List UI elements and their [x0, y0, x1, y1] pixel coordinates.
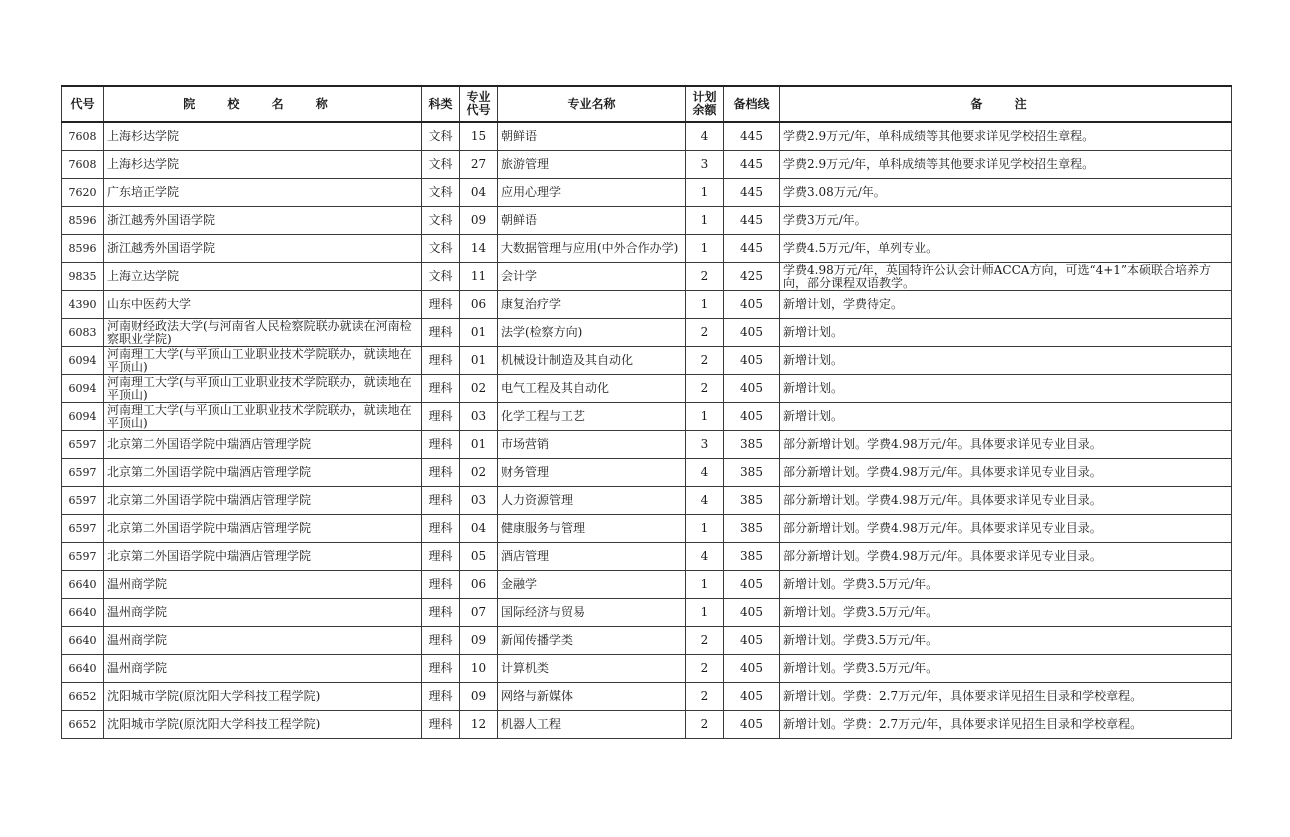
- cell-category: 理科: [422, 459, 460, 487]
- cell-major-code: 09: [460, 207, 498, 235]
- cell-notes: 部分新增计划。学费4.98万元/年。具体要求详见专业目录。: [780, 543, 1232, 571]
- table-row: [62, 263, 1232, 291]
- cell-category: 文科: [422, 235, 460, 263]
- header-major-code: 专业代号: [460, 86, 498, 122]
- cell-notes: 学费4.5万元/年，单列专业。: [780, 235, 1232, 263]
- header-cutoff: 备档线: [724, 86, 780, 122]
- cell-cutoff: 405: [724, 375, 780, 403]
- table-row: [62, 487, 1232, 515]
- cell-major-name: 机械设计制造及其自动化: [498, 347, 686, 375]
- cell-major-code: 01: [460, 431, 498, 459]
- cell-school: 河南财经政法大学(与河南省人民检察院联办就读在河南检察职业学院): [104, 319, 422, 347]
- cell-major-code: 03: [460, 403, 498, 431]
- cell-major-name: 酒店管理: [498, 543, 686, 571]
- cell-notes: 部分新增计划。学费4.98万元/年。具体要求详见专业目录。: [780, 487, 1232, 515]
- cell-major-name: 计算机类: [498, 655, 686, 683]
- header-category: 科类: [422, 86, 460, 122]
- cell-major-code: 06: [460, 571, 498, 599]
- cell-remaining: 2: [686, 375, 724, 403]
- cell-school: 上海杉达学院: [104, 122, 422, 151]
- cell-major-name: 人力资源管理: [498, 487, 686, 515]
- cell-code: 6094: [62, 403, 104, 431]
- cell-major-code: 15: [460, 122, 498, 151]
- cell-remaining: 3: [686, 431, 724, 459]
- cell-school: 沈阳城市学院(原沈阳大学科技工程学院): [104, 683, 422, 711]
- cell-cutoff: 405: [724, 711, 780, 739]
- cell-code: 4390: [62, 291, 104, 319]
- cell-code: 6640: [62, 627, 104, 655]
- table-row: [62, 431, 1232, 459]
- cell-major-code: 27: [460, 151, 498, 179]
- header-code: 代号: [62, 86, 104, 122]
- cell-school: 沈阳城市学院(原沈阳大学科技工程学院): [104, 711, 422, 739]
- cell-category: 理科: [422, 571, 460, 599]
- cell-notes: 新增计划。: [780, 347, 1232, 375]
- cell-notes: 学费2.9万元/年，单科成绩等其他要求详见学校招生章程。: [780, 122, 1232, 151]
- cell-major-code: 11: [460, 263, 498, 291]
- cell-major-name: 法学(检察方向): [498, 319, 686, 347]
- cell-school: 上海杉达学院: [104, 151, 422, 179]
- cell-major-code: 09: [460, 683, 498, 711]
- cell-notes: 部分新增计划。学费4.98万元/年。具体要求详见专业目录。: [780, 459, 1232, 487]
- header-remaining: 计划余额: [686, 86, 724, 122]
- cell-school: 温州商学院: [104, 655, 422, 683]
- cell-category: 理科: [422, 319, 460, 347]
- cell-category: 理科: [422, 543, 460, 571]
- cell-code: 6652: [62, 711, 104, 739]
- cell-school: 北京第二外国语学院中瑞酒店管理学院: [104, 515, 422, 543]
- cell-remaining: 1: [686, 403, 724, 431]
- cell-notes: 学费3.08万元/年。: [780, 179, 1232, 207]
- cell-school: 温州商学院: [104, 571, 422, 599]
- cell-cutoff: 445: [724, 179, 780, 207]
- cell-cutoff: 385: [724, 543, 780, 571]
- cell-remaining: 4: [686, 543, 724, 571]
- cell-remaining: 1: [686, 207, 724, 235]
- cell-major-name: 新闻传播学类: [498, 627, 686, 655]
- header-major-name: 专业名称: [498, 86, 686, 122]
- cell-cutoff: 445: [724, 122, 780, 151]
- cell-remaining: 1: [686, 179, 724, 207]
- cell-major-name: 电气工程及其自动化: [498, 375, 686, 403]
- cell-major-name: 网络与新媒体: [498, 683, 686, 711]
- cell-category: 理科: [422, 683, 460, 711]
- table-row: [62, 319, 1232, 347]
- cell-school: 温州商学院: [104, 627, 422, 655]
- cell-category: 理科: [422, 375, 460, 403]
- cell-category: 文科: [422, 207, 460, 235]
- cell-major-code: 12: [460, 711, 498, 739]
- cell-code: 8596: [62, 207, 104, 235]
- cell-cutoff: 445: [724, 207, 780, 235]
- table-row: [62, 179, 1232, 207]
- cell-cutoff: 405: [724, 599, 780, 627]
- cell-school: 河南理工大学(与平顶山工业职业技术学院联办，就读地在平顶山): [104, 403, 422, 431]
- cell-category: 理科: [422, 515, 460, 543]
- cell-school: 浙江越秀外国语学院: [104, 235, 422, 263]
- table-row: [62, 151, 1232, 179]
- cell-remaining: 1: [686, 599, 724, 627]
- cell-notes: 新增计划。学费3.5万元/年。: [780, 655, 1232, 683]
- cell-notes: 学费3万元/年。: [780, 207, 1232, 235]
- cell-remaining: 2: [686, 683, 724, 711]
- table-header: [62, 86, 1232, 122]
- table-row: [62, 291, 1232, 319]
- cell-remaining: 4: [686, 122, 724, 151]
- cell-school: 北京第二外国语学院中瑞酒店管理学院: [104, 431, 422, 459]
- cell-school: 河南理工大学(与平顶山工业职业技术学院联办，就读地在平顶山): [104, 375, 422, 403]
- header-school: 院 校 名 称: [104, 86, 422, 122]
- cell-major-name: 国际经济与贸易: [498, 599, 686, 627]
- cell-remaining: 2: [686, 627, 724, 655]
- cell-school: 山东中医药大学: [104, 291, 422, 319]
- cell-code: 6094: [62, 375, 104, 403]
- cell-category: 文科: [422, 122, 460, 151]
- header-row: [62, 86, 1232, 122]
- cell-category: 理科: [422, 347, 460, 375]
- cell-remaining: 4: [686, 459, 724, 487]
- cell-major-name: 旅游管理: [498, 151, 686, 179]
- cell-notes: 新增计划。学费3.5万元/年。: [780, 627, 1232, 655]
- cell-remaining: 2: [686, 263, 724, 291]
- cell-major-code: 01: [460, 319, 498, 347]
- cell-cutoff: 385: [724, 487, 780, 515]
- cell-notes: 新增计划，学费待定。: [780, 291, 1232, 319]
- cell-category: 理科: [422, 291, 460, 319]
- admissions-table: [61, 85, 1232, 739]
- cell-remaining: 2: [686, 655, 724, 683]
- cell-code: 6640: [62, 571, 104, 599]
- cell-major-name: 机器人工程: [498, 711, 686, 739]
- table-row: [62, 207, 1232, 235]
- cell-category: 理科: [422, 487, 460, 515]
- cell-notes: 部分新增计划。学费4.98万元/年。具体要求详见专业目录。: [780, 431, 1232, 459]
- table-row: [62, 627, 1232, 655]
- cell-remaining: 1: [686, 291, 724, 319]
- cell-category: 理科: [422, 599, 460, 627]
- table-row: [62, 122, 1232, 151]
- cell-cutoff: 405: [724, 403, 780, 431]
- cell-major-code: 06: [460, 291, 498, 319]
- cell-major-code: 14: [460, 235, 498, 263]
- cell-cutoff: 445: [724, 151, 780, 179]
- cell-code: 6083: [62, 319, 104, 347]
- cell-remaining: 3: [686, 151, 724, 179]
- cell-notes: 新增计划。学费：2.7万元/年，具体要求详见招生目录和学校章程。: [780, 711, 1232, 739]
- cell-major-code: 03: [460, 487, 498, 515]
- cell-notes: 部分新增计划。学费4.98万元/年。具体要求详见专业目录。: [780, 515, 1232, 543]
- cell-cutoff: 385: [724, 431, 780, 459]
- cell-cutoff: 405: [724, 291, 780, 319]
- cell-major-name: 金融学: [498, 571, 686, 599]
- cell-remaining: 2: [686, 711, 724, 739]
- cell-remaining: 1: [686, 515, 724, 543]
- cell-major-code: 02: [460, 459, 498, 487]
- cell-major-code: 10: [460, 655, 498, 683]
- cell-major-name: 大数据管理与应用(中外合作办学): [498, 235, 686, 263]
- cell-cutoff: 425: [724, 263, 780, 291]
- cell-major-code: 04: [460, 515, 498, 543]
- cell-code: 6597: [62, 515, 104, 543]
- table-body: [62, 122, 1232, 739]
- cell-major-name: 应用心理学: [498, 179, 686, 207]
- table-row: [62, 683, 1232, 711]
- cell-major-name: 朝鲜语: [498, 207, 686, 235]
- cell-school: 北京第二外国语学院中瑞酒店管理学院: [104, 459, 422, 487]
- cell-school: 河南理工大学(与平顶山工业职业技术学院联办，就读地在平顶山): [104, 347, 422, 375]
- cell-cutoff: 385: [724, 459, 780, 487]
- cell-notes: 学费2.9万元/年，单科成绩等其他要求详见学校招生章程。: [780, 151, 1232, 179]
- table-row: [62, 235, 1232, 263]
- cell-code: 9835: [62, 263, 104, 291]
- cell-cutoff: 405: [724, 683, 780, 711]
- cell-major-name: 会计学: [498, 263, 686, 291]
- cell-school: 上海立达学院: [104, 263, 422, 291]
- table-row: [62, 403, 1232, 431]
- cell-code: 7608: [62, 151, 104, 179]
- cell-category: 文科: [422, 151, 460, 179]
- cell-major-name: 财务管理: [498, 459, 686, 487]
- cell-school: 北京第二外国语学院中瑞酒店管理学院: [104, 487, 422, 515]
- cell-cutoff: 405: [724, 627, 780, 655]
- cell-cutoff: 405: [724, 655, 780, 683]
- cell-cutoff: 445: [724, 235, 780, 263]
- cell-category: 理科: [422, 627, 460, 655]
- cell-code: 7608: [62, 122, 104, 151]
- cell-cutoff: 405: [724, 571, 780, 599]
- cell-notes: 新增计划。学费3.5万元/年。: [780, 599, 1232, 627]
- cell-code: 7620: [62, 179, 104, 207]
- table-row: [62, 599, 1232, 627]
- cell-major-code: 01: [460, 347, 498, 375]
- table-row: [62, 515, 1232, 543]
- header-notes: 备 注: [780, 86, 1232, 122]
- cell-code: 6652: [62, 683, 104, 711]
- cell-code: 8596: [62, 235, 104, 263]
- cell-category: 理科: [422, 655, 460, 683]
- cell-notes: 新增计划。: [780, 403, 1232, 431]
- cell-cutoff: 405: [724, 319, 780, 347]
- cell-code: 6597: [62, 487, 104, 515]
- cell-school: 温州商学院: [104, 599, 422, 627]
- cell-category: 文科: [422, 179, 460, 207]
- cell-remaining: 4: [686, 487, 724, 515]
- table-row: [62, 459, 1232, 487]
- cell-category: 文科: [422, 263, 460, 291]
- cell-code: 6094: [62, 347, 104, 375]
- cell-code: 6597: [62, 459, 104, 487]
- table-row: [62, 711, 1232, 739]
- cell-remaining: 1: [686, 571, 724, 599]
- table-row: [62, 571, 1232, 599]
- cell-major-name: 市场营销: [498, 431, 686, 459]
- cell-school: 北京第二外国语学院中瑞酒店管理学院: [104, 543, 422, 571]
- cell-cutoff: 385: [724, 515, 780, 543]
- cell-category: 理科: [422, 431, 460, 459]
- cell-notes: 新增计划。: [780, 319, 1232, 347]
- cell-major-code: 04: [460, 179, 498, 207]
- cell-remaining: 2: [686, 347, 724, 375]
- cell-code: 6640: [62, 655, 104, 683]
- cell-major-code: 02: [460, 375, 498, 403]
- cell-major-name: 健康服务与管理: [498, 515, 686, 543]
- cell-category: 理科: [422, 711, 460, 739]
- table-row: [62, 543, 1232, 571]
- cell-category: 理科: [422, 403, 460, 431]
- cell-notes: 新增计划。: [780, 375, 1232, 403]
- cell-major-name: 朝鲜语: [498, 122, 686, 151]
- cell-code: 6597: [62, 431, 104, 459]
- cell-notes: 学费4.98万元/年，英国特许公认会计师ACCA方向，可选“4+1”本硕联合培养方向，部分课程双语教学。: [780, 263, 1232, 291]
- cell-major-code: 05: [460, 543, 498, 571]
- cell-major-code: 07: [460, 599, 498, 627]
- cell-remaining: 1: [686, 235, 724, 263]
- cell-code: 6640: [62, 599, 104, 627]
- cell-notes: 新增计划。学费：2.7万元/年，具体要求详见招生目录和学校章程。: [780, 683, 1232, 711]
- cell-notes: 新增计划。学费3.5万元/年。: [780, 571, 1232, 599]
- table-row: [62, 375, 1232, 403]
- cell-cutoff: 405: [724, 347, 780, 375]
- cell-code: 6597: [62, 543, 104, 571]
- cell-school: 浙江越秀外国语学院: [104, 207, 422, 235]
- cell-major-name: 康复治疗学: [498, 291, 686, 319]
- cell-school: 广东培正学院: [104, 179, 422, 207]
- cell-remaining: 2: [686, 319, 724, 347]
- table-row: [62, 347, 1232, 375]
- cell-major-name: 化学工程与工艺: [498, 403, 686, 431]
- table-row: [62, 655, 1232, 683]
- cell-major-code: 09: [460, 627, 498, 655]
